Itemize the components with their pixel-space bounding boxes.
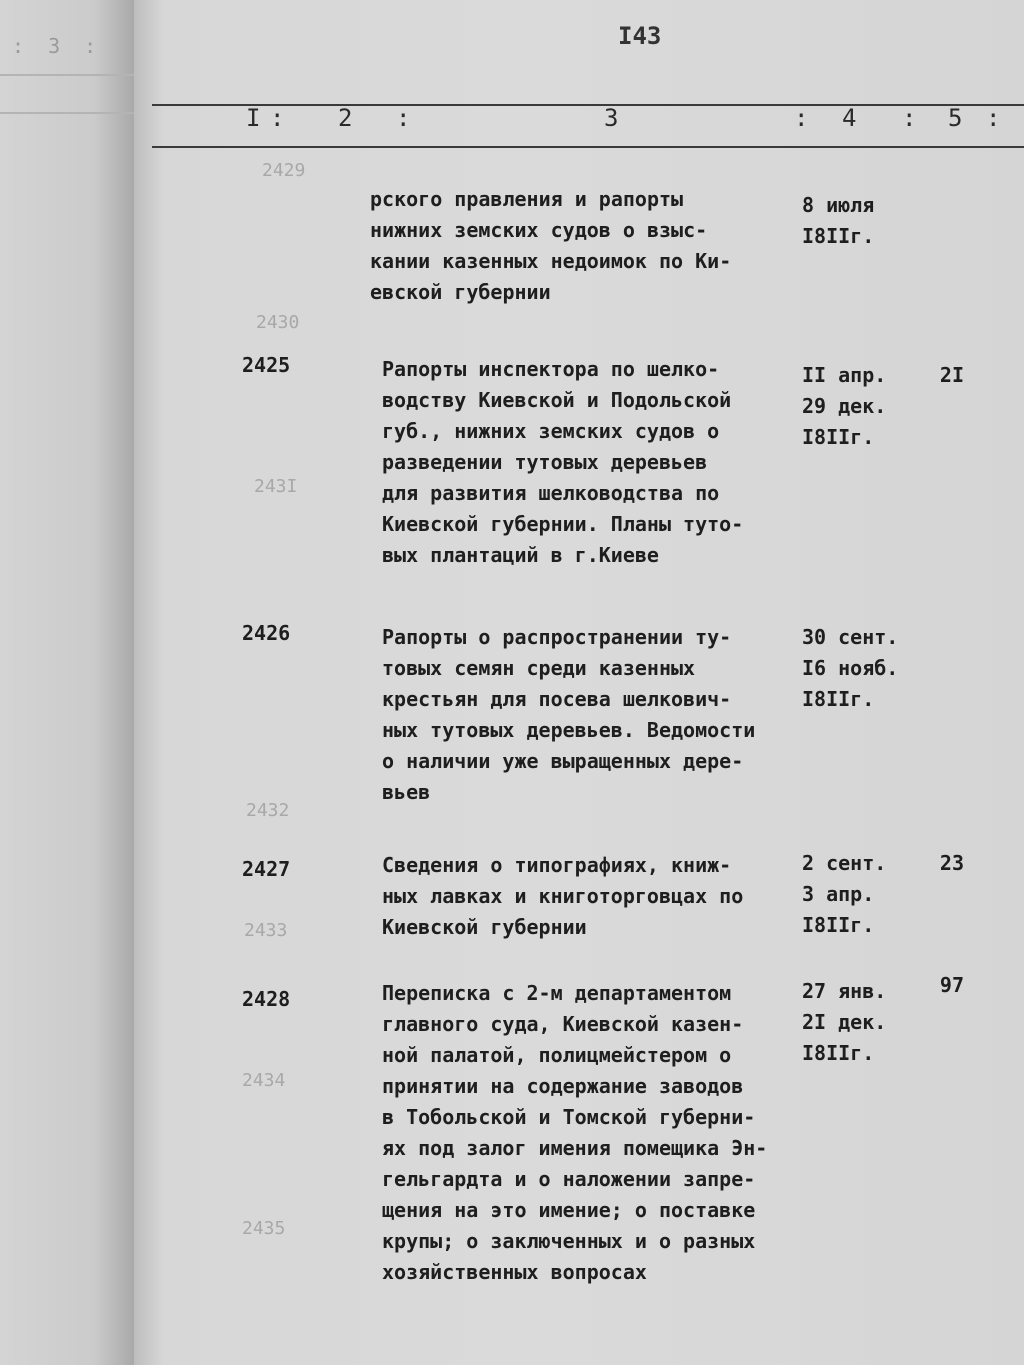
bleed-through-number: 2432 [246,800,290,821]
entry-description: рского правления и рапорты нижних земских судов о взыс- кании казенных недоимок по Ки- евской губернии [370,187,732,304]
page-number: I43 [618,22,662,50]
entry-sheet-count: 97 [939,973,964,997]
entry-dates: 8 июля I8IIг. [802,193,875,248]
bleed-through-number: 2433 [244,920,288,941]
previous-page-header: : 3 : [12,34,103,58]
bleed-through-number: 2435 [242,1218,286,1239]
column-separator: : [270,104,285,132]
header-bottom-rule [152,146,1024,148]
bleed-through-number: 243I [254,476,298,497]
entry-sheet-count: 2I [939,363,964,387]
column-header-3: 3 [604,104,619,132]
previous-page-rule [0,112,134,114]
column-header-4: 4 [842,104,857,132]
column-header-2: 2 [338,104,353,132]
entry-sheet-count: 23 [939,851,964,875]
entry-description: Рапорты о распространении ту- товых семян среди казенных крестьян для посева шелкович- ных тутовых деревьев. Ведомости о наличии уже выращенных дере- вьев [382,625,756,804]
previous-page-rule [0,74,134,76]
column-separator: : [396,104,411,132]
entry-dates: II апр. 29 дек. I8IIг. [802,363,887,449]
bleed-through-number: 2429 [262,160,306,181]
entry-number: 2425 [242,353,291,377]
column-separator: : [986,104,1001,132]
entry-description: Сведения о типографиях, книж- ных лавках и книготорговцах по Киевской губернии [382,853,744,939]
column-header-5: 5 [948,104,963,132]
entry-number: 2428 [242,987,291,1011]
entry-description: Рапорты инспектора по шелко- водству Киевской и Подольской губ., нижних земских судов о разведении тутовых деревьев для развития шелководства по Киевской губернии. Планы туто- вых плантаций в г.Киеве [382,357,744,567]
previous-page-edge [0,0,134,1365]
column-header-1: I [246,104,261,132]
entry-dates: 27 янв. 2I дек. I8IIг. [802,979,887,1065]
column-separator: : [902,104,917,132]
entry-dates: 2 сент. 3 апр. I8IIг. [802,851,887,937]
entry-number: 2427 [242,857,291,881]
document-page [134,0,1024,1365]
column-separator: : [794,104,809,132]
entry-description: Переписка с 2-м департаментом главного суда, Киевской казен- ной палатой, полицмейстером о принятии на содержание заводов в Тобольской и Томской губерни- ях под залог имения помещика Эн- гельгардта и о наложении запре- щения на это имение; о поставке крупы; о заключенных и о разных хозяйственных вопросах [382,981,768,1284]
bleed-through-number: 2434 [242,1070,286,1091]
entry-dates: 30 сент. I6 нояб. I8IIг. [802,625,899,711]
entry-number: 2426 [242,621,291,645]
bleed-through-number: 2430 [256,312,300,333]
